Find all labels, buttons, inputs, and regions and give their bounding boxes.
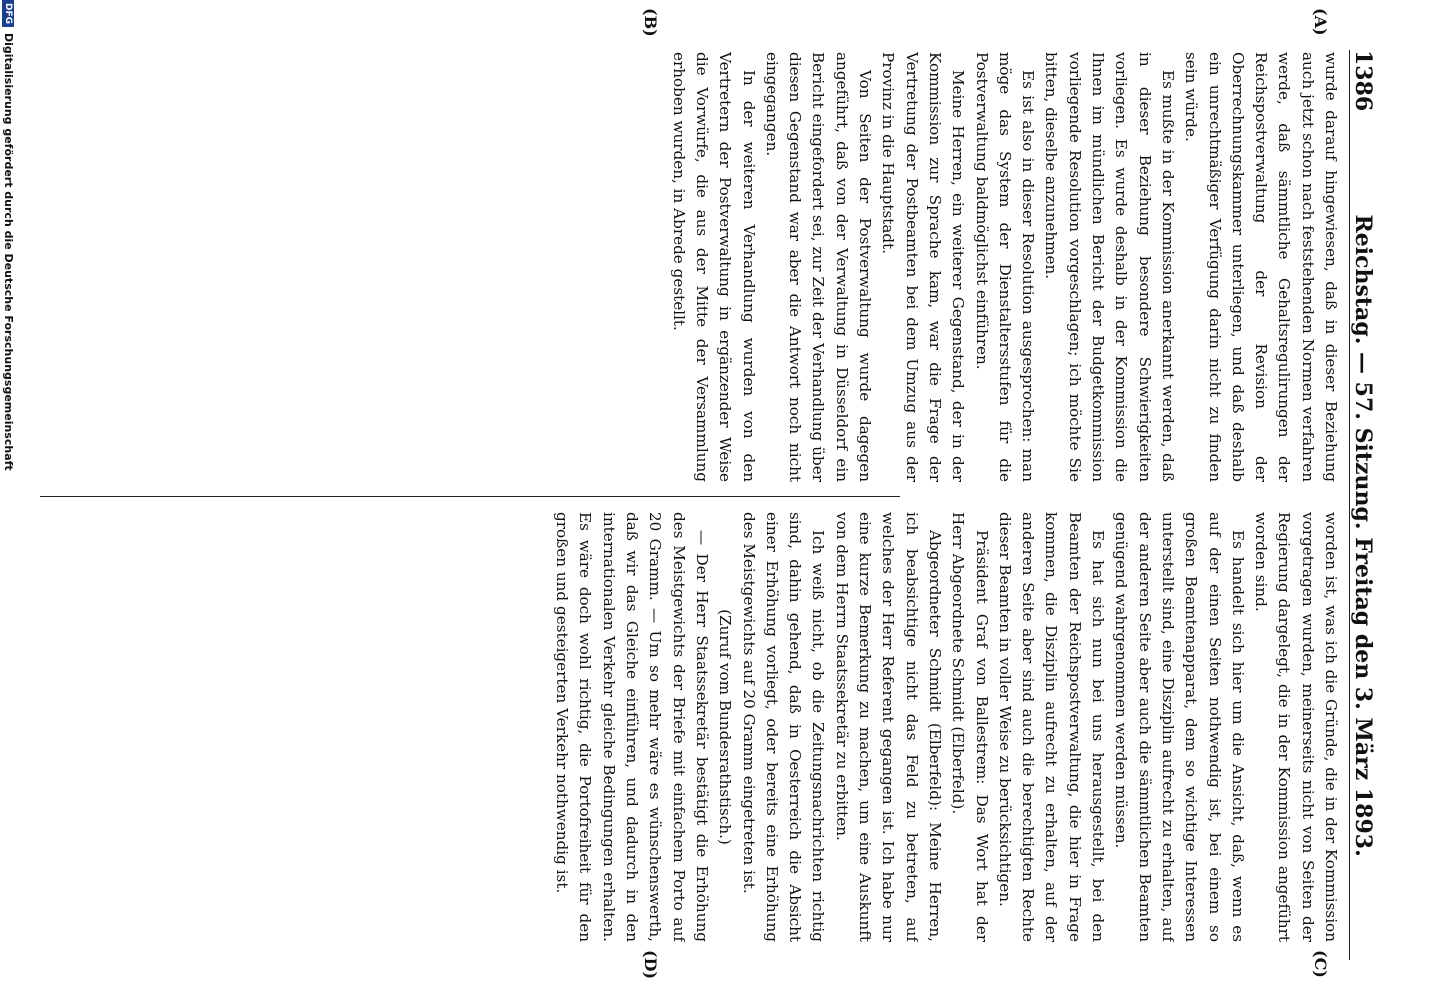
- paragraph: Es mußte in der Kommission anerkannt werden, daß in dieser Beziehung besondere Schwierigkeiten vorliegen. Es wurde deshalb in der Kommission die Ihnen im mündlichen Bericht der Budgetkommission vorliegende Resolution vorgeschlagen; ich möchte Sie bitten, dieselbe anzunehmen.: [1042, 52, 1177, 482]
- footer-text: Digitalisierung gefördert durch die Deutsche Forschungsgemeinschaft: [2, 33, 15, 471]
- paragraph: Abgeordneter Schmidt (Elberfeld): Meine Herren, ich beabsichtige nicht das Feld zu betreten, auf welches der Herr Referent gegangen ist. Ich habe nur eine kurze Bemerkung zu machen, um eine Auskunft von dem Herrn Staatssekretär zu erbitten.: [832, 512, 944, 942]
- interjection: (Zuruf vom Bundesrathstisch.): [716, 609, 735, 845]
- margin-marker-d: (D): [641, 950, 660, 980]
- margin-marker-a: (A): [1311, 8, 1330, 36]
- digitization-footer: [0, 0, 17, 1000]
- page-header: [1349, 50, 1390, 960]
- paragraph: Es ist also in dieser Resolution ausgesprochen: man möge das System der Dienstaltersstufen für die Postverwaltung baldmöglichst einführen.: [972, 52, 1038, 482]
- dfg-logo: DFG: [3, 0, 15, 27]
- paragraph: Von Seiten der Postverwaltung wurde dagegen angeführt, daß von der Verwaltung in Düsseldorf ein Bericht eingefordert sei, zur Zeit der Verhandlung über diesen Gegenstand war aber die Antwort noch nicht eingegangen.: [762, 52, 875, 482]
- paragraph: — Der Herr Staatssekretär bestätigt die Erhöhung des Meistgewichts der Briefe mit einfachem Porto auf 20 Gramm. — Um so mehr wäre es wünschenswerth, daß wir das Gleiche einführen, und dadurch in den internationalen Verkehr gleiche Bedingungen erhalten. Es wäre doch wohl richtig, die Portofreiheit für den großen und gesteigerten Verkehr nothwendig ist.: [553, 512, 711, 942]
- paragraph: worden ist, was ich die Gründe, die in der Kommission vorgetragen wurden, meinerseits nicht von Seiten der Regierung dargelegt, die in der Kommission angeführt worden sind.: [1252, 512, 1340, 942]
- paragraph: wurde darauf hingewiesen, daß in dieser Beziehung auch jetzt schon nach feststehenden Normen verfahren werde, daß sämmtliche Gehaltsregulirungen der Reichspostverwaltung der Revision der Oberrechnungskammer unterliegen, und daß deshalb ein unrechtmäßiger Verfügung darin nicht zu finden sein würde.: [1182, 52, 1340, 482]
- column-divider: [40, 496, 900, 497]
- left-text-column: [42, 52, 1342, 482]
- paragraph: Es handelt sich hier um die Ansicht, daß, wenn es auf der einen Seiten nothwendig ist, bei einem so großen Beamtenapparat, dem so wichtige Interessen unterstellt sind, eine Disziplin aufrecht zu erhalten, auf der anderen Seite aber auch die sämmtlichen Beamten genügend wahrgenommen werden müssen.: [1112, 512, 1247, 942]
- paragraph: Ich weiß nicht, ob die Zeitungsnachrichten richtig sind, dahin gehend, daß in Oesterreich die Absicht einer Erhöhung vorliegt, oder bereits eine Erhöhung des Meistgewichts auf 20 Gramm eingetreten ist.: [739, 512, 828, 942]
- paragraph: Meine Herren, ein weiterer Gegenstand, der in der Kommission zur Sprache kam, war die Frage der Vertretung der Postbeamten bei dem Umzug aus der Provinz in die Hauptstadt.: [879, 52, 968, 482]
- paragraph: Präsident Graf von Ballestrem: Das Wort hat der Herr Abgeordnete Schmidt (Elberfeld).: [949, 512, 991, 942]
- page-title: Reichstag. — 57. Sitzung. Freitag den 3. März 1893.: [1350, 214, 1376, 857]
- paragraph: Es hat sich nun bei uns herausgestellt, bei den Beamten der Reichspostverwaltung, die hier in Frage kommen, die Disziplin aufrecht zu erhalten, auf der anderen Seite aber sind auch die berechtigten Rechte dieser Beamten in voller Weise zu berücksichtigen.: [995, 512, 1108, 942]
- margin-marker-c: (C): [1311, 950, 1330, 978]
- page-number: 1386: [1350, 50, 1376, 112]
- margin-marker-b: (B): [641, 8, 660, 37]
- paragraph: In der weiteren Verhandlung wurden von den Vertretern der Postverwaltung in ergänzender Weise die Vorwürfe, die aus der Mitte der Versammlung erhoben wurden, in Abrede gestellt.: [669, 52, 758, 482]
- right-text-column: [42, 512, 1342, 942]
